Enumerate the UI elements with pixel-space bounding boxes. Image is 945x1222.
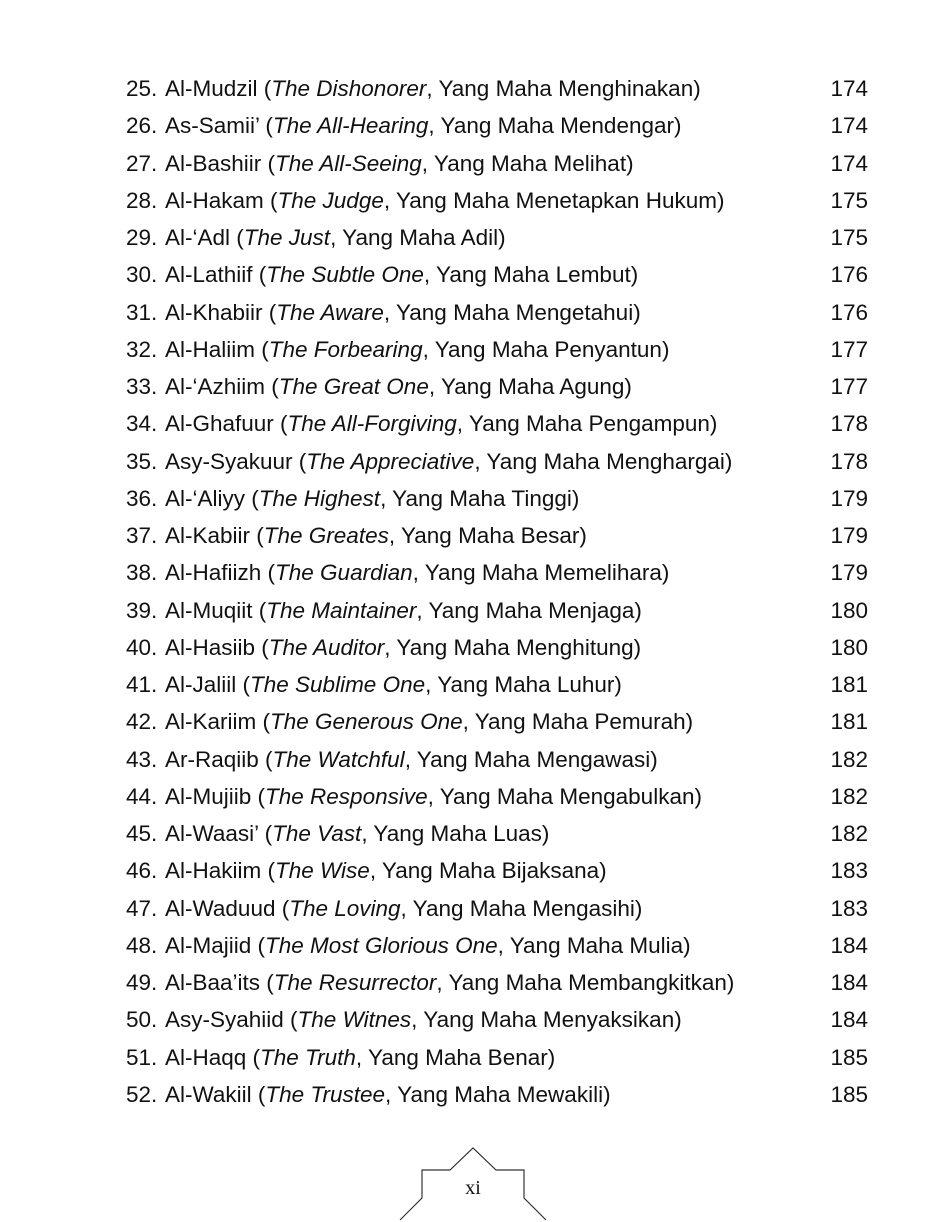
- arabic-name: Al-‘Azhiim (: [165, 374, 279, 399]
- entry-number: 42.: [126, 709, 158, 735]
- entry-title: [165, 629, 641, 666]
- entry-page-number: 183: [830, 895, 868, 921]
- entry-title: [165, 890, 642, 927]
- toc-entry[interactable]: [126, 1001, 868, 1038]
- entry-title: [165, 405, 717, 442]
- arabic-name: As-Samii’ (: [165, 113, 273, 139]
- entry-number: 41.: [126, 672, 158, 697]
- toc-entry[interactable]: [126, 517, 868, 554]
- toc-entry[interactable]: [126, 927, 868, 964]
- english-meaning: The Sublime One: [250, 672, 426, 697]
- indonesian-meaning: , Yang Maha Menetapkan Hukum): [383, 187, 725, 213]
- indonesian-meaning: , Yang Maha Mendengar): [428, 113, 682, 139]
- entry-number: 25.: [126, 76, 158, 101]
- entry-title: [165, 852, 607, 889]
- arabic-name: Al-Kabiir (: [165, 523, 264, 548]
- indonesian-meaning: , Yang Maha Penyantun): [422, 336, 670, 362]
- arabic-name: Al-Waduud (: [165, 895, 290, 921]
- entry-page-number: 180: [830, 597, 868, 623]
- toc-entry[interactable]: [126, 741, 868, 778]
- entry-number: 48.: [126, 932, 158, 958]
- entry-number: 47.: [126, 895, 158, 921]
- entry-title: [165, 182, 724, 219]
- english-meaning: The Maintainer: [266, 597, 417, 623]
- entry-title: [165, 703, 693, 740]
- entry-title: [165, 666, 622, 703]
- entry-page-number: 181: [830, 709, 868, 735]
- indonesian-meaning: , Yang Maha Agung): [428, 374, 632, 399]
- arabic-name: Al-Mujiib (: [165, 783, 266, 809]
- entry-number: 43.: [126, 746, 158, 772]
- arabic-name: Al-Majiid (: [165, 932, 266, 958]
- arabic-name: Al-Hafiizh (: [165, 560, 276, 586]
- entry-number: 49.: [126, 970, 158, 995]
- arabic-name: Asy-Syakuur (: [165, 448, 307, 474]
- entry-page-number: 182: [830, 746, 868, 772]
- indonesian-meaning: , Yang Maha Adil): [330, 225, 506, 250]
- entry-number: 39.: [126, 597, 158, 623]
- arabic-name: Al-Haliim (: [165, 336, 269, 362]
- entry-number: 36.: [126, 485, 158, 511]
- entry-number: 33.: [126, 374, 158, 399]
- english-meaning: The Trustee: [265, 1081, 386, 1107]
- english-meaning: The Subtle One: [266, 262, 424, 288]
- arabic-name: Al-Baa’its (: [165, 970, 274, 995]
- toc-entry[interactable]: [126, 219, 868, 256]
- entry-page-number: 182: [830, 783, 868, 809]
- arabic-name: Al-Mudzil (: [165, 76, 272, 101]
- entry-page-number: 177: [830, 336, 868, 362]
- entry-page-number: 174: [830, 76, 868, 101]
- entry-page-number: 185: [830, 1081, 868, 1107]
- arabic-name: Al-Khabiir (: [165, 299, 277, 325]
- toc-entry[interactable]: [126, 256, 868, 293]
- indonesian-meaning: , Yang Maha Mulia): [497, 932, 691, 958]
- english-meaning: The Responsive: [265, 783, 428, 809]
- indonesian-meaning: , Yang Maha Lembut): [423, 262, 639, 288]
- page-number: xi: [465, 1177, 481, 1199]
- english-meaning: The Auditor: [268, 634, 385, 660]
- english-meaning: The All-Forgiving: [287, 411, 457, 437]
- entry-page-number: 185: [830, 1044, 868, 1070]
- entry-title: [165, 368, 632, 405]
- entry-page-number: 177: [830, 374, 868, 399]
- arabic-name: Al-Kariim (: [165, 709, 270, 735]
- arabic-name: Al-Ghafuur (: [165, 411, 288, 437]
- entry-number: 52.: [126, 1081, 158, 1107]
- entry-title: [165, 964, 734, 1001]
- entry-page-number: 184: [830, 1007, 868, 1033]
- toc-entry[interactable]: [126, 778, 868, 815]
- entry-number: 44.: [126, 783, 158, 809]
- indonesian-meaning: , Yang Maha Bijaksana): [369, 858, 607, 884]
- toc-entry[interactable]: [126, 852, 868, 889]
- toc-entry[interactable]: [126, 70, 868, 107]
- entry-title: [165, 480, 579, 517]
- indonesian-meaning: , Yang Maha Melihat): [421, 150, 634, 176]
- entry-page-number: 178: [830, 411, 868, 437]
- entry-number: 32.: [126, 336, 158, 362]
- entry-title: [165, 517, 587, 554]
- toc-entry[interactable]: [126, 703, 868, 740]
- entry-number: 28.: [126, 187, 158, 213]
- toc-entry[interactable]: [126, 405, 868, 442]
- english-meaning: The Greates: [263, 523, 389, 548]
- indonesian-meaning: , Yang Maha Memelihara): [412, 560, 670, 586]
- arabic-name: Al-‘Adl (: [165, 225, 244, 250]
- entry-title: [165, 145, 634, 182]
- toc-entry[interactable]: [126, 1076, 868, 1113]
- toc-entry[interactable]: [126, 443, 868, 480]
- entry-page-number: 174: [830, 113, 868, 139]
- english-meaning: The Truth: [260, 1044, 356, 1070]
- entry-number: 37.: [126, 523, 158, 548]
- arabic-name: Al-‘Aliyy (: [165, 485, 259, 511]
- entry-title: [165, 331, 669, 368]
- toc-entry[interactable]: [126, 182, 868, 219]
- english-meaning: The All-Seeing: [275, 150, 422, 176]
- indonesian-meaning: , Yang Maha Mengabulkan): [427, 783, 702, 809]
- english-meaning: The Judge: [277, 187, 384, 213]
- entry-number: 31.: [126, 299, 158, 325]
- indonesian-meaning: , Yang Maha Benar): [355, 1044, 556, 1070]
- entry-page-number: 178: [830, 448, 868, 474]
- entry-page-number: 174: [830, 150, 868, 176]
- toc-entry[interactable]: [126, 480, 868, 517]
- indonesian-meaning: , Yang Maha Menyaksikan): [411, 1007, 682, 1033]
- entry-page-number: 179: [830, 560, 868, 586]
- entry-title: [165, 70, 701, 107]
- entry-page-number: 181: [830, 672, 868, 697]
- indonesian-meaning: , Yang Maha Membangkitkan): [436, 970, 735, 995]
- toc-entry[interactable]: [126, 331, 868, 368]
- toc-entry[interactable]: [126, 964, 868, 1001]
- arabic-name: Al-Hasiib (: [165, 634, 269, 660]
- indonesian-meaning: , Yang Maha Tinggi): [380, 485, 580, 511]
- entry-number: 50.: [126, 1007, 158, 1033]
- entry-title: [165, 107, 682, 144]
- toc-entry[interactable]: [126, 666, 868, 703]
- entry-number: 40.: [126, 634, 158, 660]
- arabic-name: Al-Wakiil (: [165, 1081, 266, 1107]
- entry-title: [165, 927, 691, 964]
- indonesian-meaning: , Yang Maha Menghargai): [474, 448, 733, 474]
- arabic-name: Al-Hakam (: [165, 187, 278, 213]
- entry-number: 27.: [126, 150, 158, 176]
- arabic-name: Al-Muqiit (: [165, 597, 267, 623]
- english-meaning: The Highest: [258, 485, 381, 511]
- entry-page-number: 176: [830, 299, 868, 325]
- indonesian-meaning: , Yang Maha Mengawasi): [404, 746, 658, 772]
- entry-title: [165, 1001, 682, 1038]
- arabic-name: Al-Lathiif (: [165, 262, 267, 288]
- entry-number: 29.: [126, 225, 158, 250]
- toc-entry[interactable]: [126, 629, 868, 666]
- english-meaning: The All-Hearing: [272, 113, 429, 139]
- entry-title: [165, 554, 669, 591]
- toc-entry[interactable]: [126, 890, 868, 927]
- toc-entry[interactable]: [126, 592, 868, 629]
- entry-title: [165, 741, 658, 778]
- entry-page-number: 175: [830, 187, 868, 213]
- entry-number: 34.: [126, 411, 158, 437]
- entry-page-number: 179: [830, 485, 868, 511]
- entry-page-number: 176: [830, 262, 868, 288]
- english-meaning: The Loving: [289, 895, 401, 921]
- english-meaning: The Appreciative: [306, 448, 475, 474]
- arabic-name: Ar-Raqiib (: [165, 746, 273, 772]
- arabic-name: Asy-Syahiid (: [165, 1007, 298, 1033]
- toc-entry[interactable]: [126, 815, 868, 852]
- english-meaning: The Watchful: [272, 746, 405, 772]
- indonesian-meaning: , Yang Maha Menghinakan): [426, 76, 701, 101]
- entry-title: [165, 294, 641, 331]
- entry-number: 26.: [126, 113, 158, 139]
- entry-title: [165, 815, 549, 852]
- english-meaning: The Guardian: [275, 560, 413, 586]
- indonesian-meaning: , Yang Maha Luas): [361, 821, 550, 846]
- english-meaning: The Vast: [272, 821, 362, 846]
- toc-entry[interactable]: [126, 107, 868, 144]
- indonesian-meaning: , Yang Maha Luhur): [425, 672, 622, 697]
- entry-page-number: 182: [830, 821, 868, 846]
- toc-entry[interactable]: [126, 554, 868, 591]
- entry-number: 51.: [126, 1044, 158, 1070]
- english-meaning: The Just: [243, 225, 331, 250]
- entry-page-number: 183: [830, 858, 868, 884]
- toc-entry[interactable]: [126, 368, 868, 405]
- entry-title: [165, 778, 702, 815]
- entry-number: 38.: [126, 560, 158, 586]
- entry-number: 35.: [126, 448, 158, 474]
- entry-number: 46.: [126, 858, 158, 884]
- english-meaning: The Dishonorer: [271, 76, 427, 101]
- entry-page-number: 184: [830, 970, 868, 995]
- table-of-contents: [126, 70, 868, 1113]
- entry-number: 45.: [126, 821, 158, 846]
- entry-title: [165, 592, 642, 629]
- arabic-name: Al-Jaliil (: [165, 672, 251, 697]
- english-meaning: The Wise: [275, 858, 370, 884]
- arabic-name: Al-Bashiir (: [165, 150, 276, 176]
- entry-title: [165, 256, 638, 293]
- entry-title: [165, 219, 506, 256]
- indonesian-meaning: , Yang Maha Mengasihi): [400, 895, 643, 921]
- entry-page-number: 175: [830, 225, 868, 250]
- english-meaning: The Aware: [276, 299, 384, 325]
- english-meaning: The Great One: [278, 374, 429, 399]
- toc-entry[interactable]: [126, 145, 868, 182]
- english-meaning: The Forbearing: [268, 336, 423, 362]
- entry-title: [165, 443, 732, 480]
- indonesian-meaning: , Yang Maha Pemurah): [462, 709, 694, 735]
- indonesian-meaning: , Yang Maha Mewakili): [385, 1081, 611, 1107]
- entry-number: 30.: [126, 262, 158, 288]
- entry-page-number: 180: [830, 634, 868, 660]
- indonesian-meaning: , Yang Maha Pengampun): [456, 411, 718, 437]
- indonesian-meaning: , Yang Maha Menjaga): [416, 597, 642, 623]
- arabic-name: Al-Haqq (: [165, 1044, 261, 1070]
- indonesian-meaning: , Yang Maha Besar): [388, 523, 587, 548]
- entry-title: [165, 1076, 611, 1113]
- toc-entry[interactable]: [126, 294, 868, 331]
- english-meaning: The Generous One: [270, 709, 463, 735]
- indonesian-meaning: , Yang Maha Mengetahui): [383, 299, 641, 325]
- indonesian-meaning: , Yang Maha Menghitung): [384, 634, 642, 660]
- arabic-name: Al-Waasi’ (: [165, 821, 273, 846]
- toc-entry[interactable]: [126, 1039, 868, 1076]
- entry-page-number: 184: [830, 932, 868, 958]
- english-meaning: The Witnes: [297, 1007, 412, 1033]
- english-meaning: The Most Glorious One: [265, 932, 498, 958]
- entry-page-number: 179: [830, 523, 868, 548]
- entry-title: [165, 1039, 555, 1076]
- arabic-name: Al-Hakiim (: [165, 858, 275, 884]
- english-meaning: The Resurrector: [273, 970, 437, 995]
